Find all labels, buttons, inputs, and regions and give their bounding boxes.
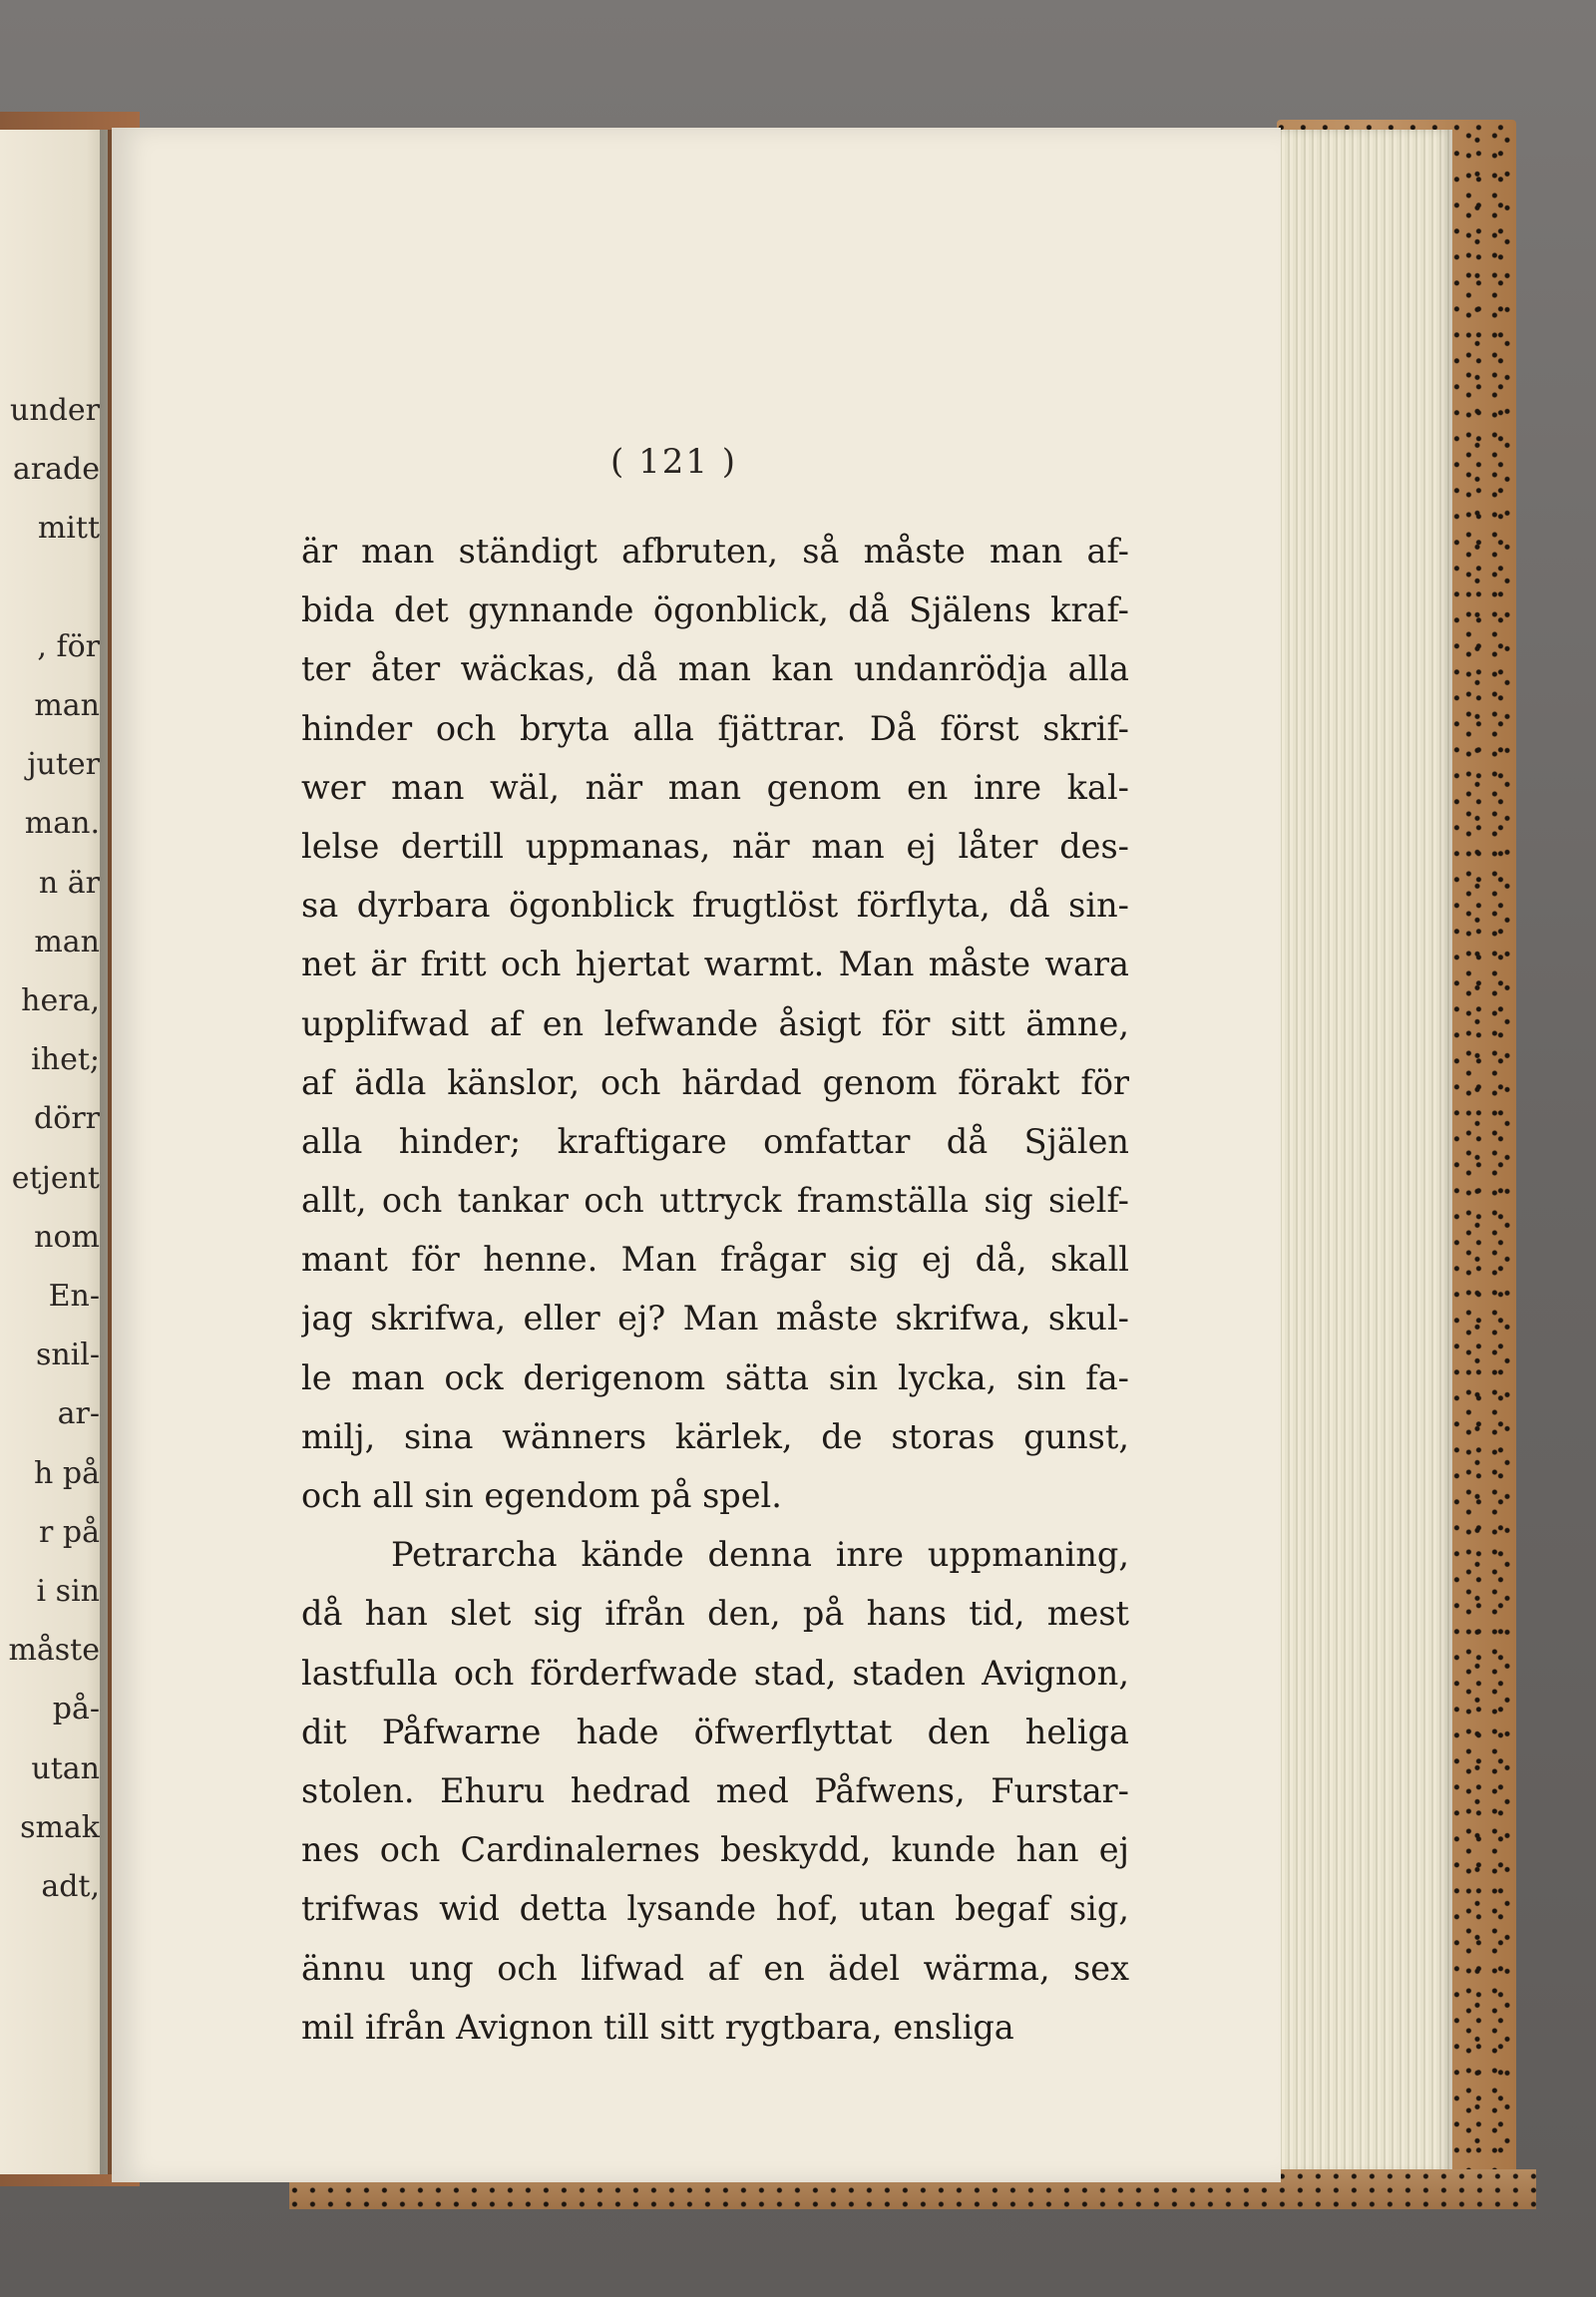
- left-page-line: , för: [37, 628, 100, 664]
- text-line: Petrarcha kände denna inre uppmaning,: [391, 1535, 1129, 1575]
- text-line: är man ständigt afbruten, så måste man af-: [301, 532, 1129, 571]
- left-page-line: adt,: [41, 1869, 100, 1904]
- text-line: milj, sina wänners kärlek, de storas gunst,: [301, 1416, 1129, 1456]
- text-line: och all sin egendom på spel.: [301, 1476, 782, 1515]
- page-number: ( 121 ): [610, 442, 738, 482]
- text-line: mil ifrån Avignon till sitt rygtbara, ensliga: [301, 2007, 1014, 2047]
- text-line: hinder och bryta alla fjättrar. Då först skrif-: [301, 708, 1129, 748]
- text-line: le man ock derigenom sätta sin lycka, sin fa-: [301, 1357, 1129, 1397]
- left-page-line: man: [34, 688, 100, 723]
- text-line: dit Påfwarne hade öfwerflyttat den heliga: [301, 1712, 1129, 1751]
- text-line: mant för henne. Man frågar sig ej då, skall: [301, 1240, 1129, 1280]
- left-page-line: i sin: [36, 1574, 100, 1609]
- text-line: jag skrifwa, eller ej? Man måste skrifwa, skul-: [301, 1299, 1129, 1339]
- text-line: lastfulla och förderfwade stad, staden Avignon,: [301, 1653, 1129, 1693]
- text-line: upplifwad af en lefwande åsigt för sitt ämne,: [301, 1003, 1129, 1043]
- left-page-line: utan: [31, 1750, 100, 1786]
- left-page-line: ihet;: [31, 1042, 100, 1078]
- left-page-line: snil-: [35, 1338, 100, 1373]
- text-line: stolen. Ehuru hedrad med Påfwens, Furstar-: [301, 1770, 1129, 1810]
- left-page: [0, 130, 108, 2174]
- text-line: ännu ung och lifwad af en ädel wärma, sex: [301, 1948, 1129, 1988]
- left-page-line: man.: [24, 806, 100, 842]
- text-line: sa dyrbara ögonblick frugtlöst förflyta, då sin-: [301, 886, 1129, 926]
- page-block-edges: [1277, 130, 1452, 2174]
- left-page-line: hera,: [21, 983, 100, 1018]
- text-line: af ädla känslor, och härdad genom förakt för: [301, 1062, 1129, 1102]
- right-page: [112, 128, 1281, 2182]
- left-page-line: man: [34, 924, 100, 959]
- text-line: bida det gynnande ögonblick, då Själens kraf-: [301, 590, 1129, 630]
- left-page-line: ar-: [57, 1396, 100, 1432]
- text-line: nes och Cardinalernes beskydd, kunde han ej: [301, 1830, 1129, 1870]
- text-line: net är fritt och hjertat warmt. Man måste wara: [301, 945, 1129, 984]
- body-text: [301, 522, 1129, 2057]
- text-line: då han slet sig ifrån den, på hans tid, mest: [301, 1594, 1129, 1634]
- left-page-line: juter: [27, 747, 100, 783]
- left-page-line: n är: [38, 865, 100, 901]
- text-line: allt, och tankar och uttryck framställa sig sielf-: [301, 1181, 1129, 1221]
- text-line: alla hinder; kraftigare omfattar då Själen: [301, 1121, 1129, 1161]
- left-page-line: En-: [48, 1279, 100, 1314]
- text-line: trifwas wid detta lysande hof, utan begaf sig,: [301, 1889, 1129, 1929]
- left-page-line: måste: [8, 1633, 100, 1669]
- text-line: lelse dertill uppmanas, när man ej låter des-: [301, 826, 1129, 866]
- text-line: ter åter wäckas, då man kan undanrödja alla: [301, 649, 1129, 689]
- left-page-line: dörr: [34, 1101, 100, 1137]
- left-page-line: under: [10, 393, 100, 428]
- left-page-line: arade: [12, 452, 100, 488]
- left-page-line: smak: [20, 1809, 100, 1845]
- left-page-line: h på: [34, 1455, 100, 1491]
- text-line: wer man wäl, när man genom en inre kal-: [301, 767, 1129, 807]
- left-page-line: nom: [34, 1219, 100, 1255]
- left-page-line: på-: [52, 1692, 100, 1727]
- left-page-line: r på: [39, 1514, 100, 1550]
- left-page-line: mitt: [37, 511, 100, 547]
- left-page-line: etjent: [11, 1160, 100, 1196]
